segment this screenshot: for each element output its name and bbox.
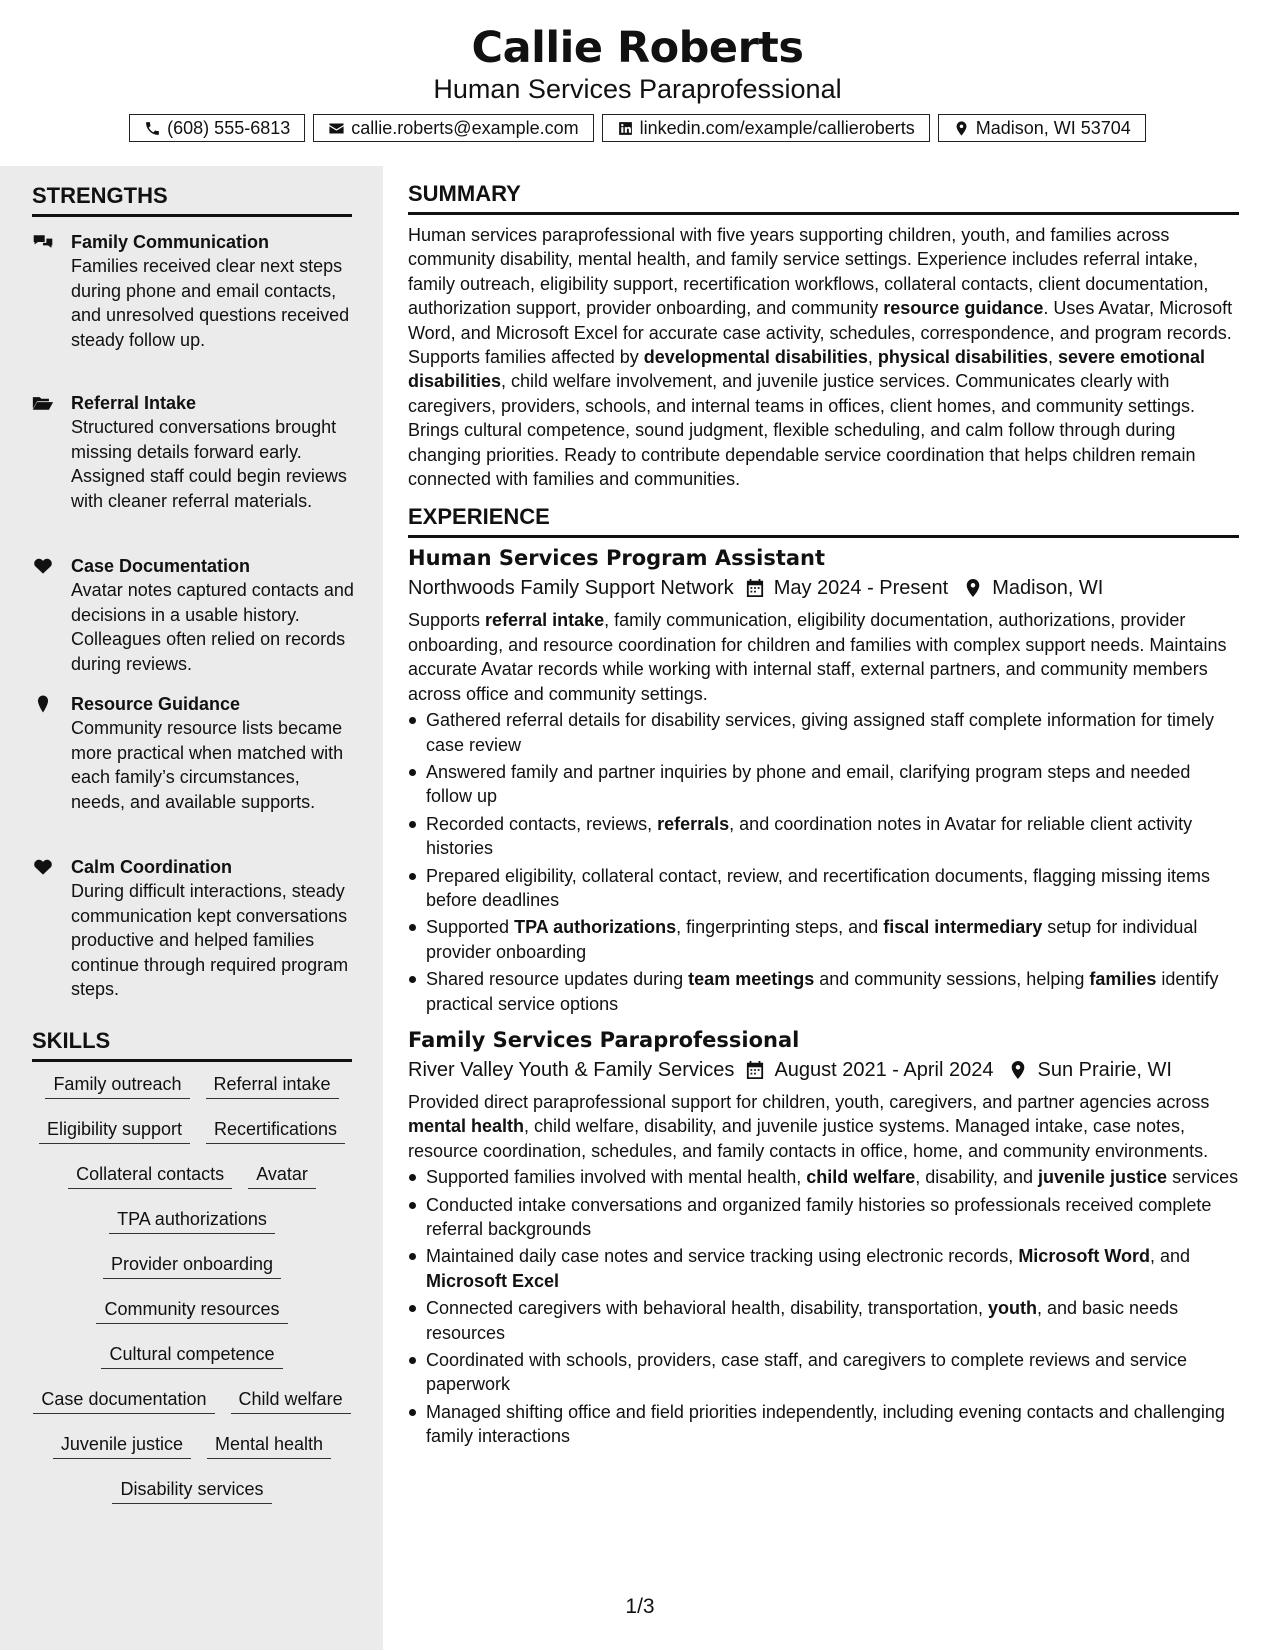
page-number: 1/3 — [625, 1595, 655, 1618]
skill-tag: Juvenile justice — [53, 1432, 191, 1459]
skill-tag: Case documentation — [33, 1387, 214, 1414]
strengths-heading: STRENGTHS — [32, 182, 352, 217]
bold-phrase: fiscal intermediary — [883, 917, 1043, 938]
skill-row — [28, 1072, 356, 1117]
bold-phrase: TPA authorizations — [514, 917, 677, 938]
skill-tag: Referral intake — [206, 1072, 339, 1099]
text-run: , child welfare, disability, and juvenile justice systems. Managed intake, case notes, resource coordination, schedules, and family contacts in office, home, and community environments. — [408, 1116, 1209, 1161]
job-meta — [408, 574, 1239, 602]
job-org: River Valley Youth & Family Services — [408, 1058, 735, 1081]
skill-tag: Family outreach — [45, 1072, 189, 1099]
bold-phrase: mental health — [408, 1116, 525, 1137]
text-run: services — [1167, 1167, 1239, 1188]
bold-phrase: Microsoft Excel — [426, 1270, 560, 1291]
job-location: Madison, WI — [992, 577, 1104, 600]
text-run: Connected caregivers with behavioral health, disability, transportation, — [426, 1298, 988, 1319]
skill-tag: Disability services — [112, 1477, 271, 1504]
text-run: , child welfare involvement, and juvenile justice services. Communicates clearly with caregivers, providers, schools, and internal teams in offices, client homes, and community settings. Brings cultural competence, sound judgment, flexible scheduling, and calm follow through during changing priorities. Ready to contribute dependable service coordination that helps children remain connected with families and communities. — [408, 371, 1196, 490]
contact-location — [938, 114, 1146, 142]
contact-email[interactable] — [313, 114, 593, 142]
text-run: Supported — [426, 917, 515, 938]
text-run: and community sessions, helping — [814, 969, 1090, 990]
text-run: , and coordination notes in Avatar for reliable client activity histories — [426, 813, 1193, 859]
strength-title: Resource Guidance — [71, 694, 241, 714]
job-dates: May 2024 - Present — [773, 577, 949, 600]
bold-phrase: referrals — [657, 813, 730, 834]
map-marker-icon — [964, 578, 982, 598]
bold-phrase: child welfare — [806, 1167, 916, 1188]
text-run: Supports — [408, 610, 486, 631]
job-description — [408, 1090, 1239, 1163]
text-run: Recorded contacts, reviews, — [426, 813, 658, 834]
strength-item — [32, 855, 352, 1002]
contact-phone-text: (608) 555-6813 — [167, 117, 291, 138]
bold-phrase: youth — [987, 1298, 1037, 1319]
strength-desc: Families received clear next steps during phone and email contacts, and unresolved questions received steady follow up. — [71, 256, 350, 350]
job-location: Sun Prairie, WI — [1037, 1058, 1172, 1081]
job-entry — [408, 1026, 1239, 1449]
strength-title: Family Communication — [71, 232, 270, 252]
heart-icon — [32, 557, 54, 575]
text-run: Answered family and partner inquiries by phone and email, clarifying program steps and needed follow up — [426, 761, 1191, 807]
job-dates: August 2021 - April 2024 — [774, 1058, 994, 1081]
bullet-item — [426, 760, 1239, 809]
strength-item — [32, 692, 352, 814]
bullet-item — [426, 1193, 1239, 1242]
contact-linkedin[interactable] — [602, 114, 930, 142]
text-run: Gathered referral details for disability services, giving assigned staff complete information for timely case review — [426, 710, 1215, 755]
bullet-item — [426, 967, 1239, 1016]
bullet-item — [426, 864, 1239, 913]
text-run: , and basic needs resources — [426, 1298, 1179, 1343]
candidate-name: Callie Roberts — [471, 23, 804, 73]
text-run: Conducted intake conversations and organized family histories so professionals received complete referral backgrounds — [426, 1194, 1212, 1239]
strength-title: Calm Coordination — [71, 857, 232, 877]
strength-desc: Structured conversations brought missing details forward early. Assigned staff could begin reviews with cleaner referral materials. — [71, 417, 347, 511]
skill-row — [28, 1252, 356, 1297]
calendar-icon — [746, 578, 764, 598]
contact-phone[interactable] — [129, 114, 305, 142]
skill-tag: Eligibility support — [39, 1117, 190, 1144]
skill-row — [28, 1342, 356, 1387]
text-run: , and — [1149, 1246, 1191, 1267]
job-org: Northwoods Family Support Network — [408, 577, 734, 600]
folder-open-icon — [32, 394, 54, 412]
skill-row — [28, 1117, 356, 1162]
experience-heading: EXPERIENCE — [408, 503, 1239, 538]
strength-item — [32, 554, 352, 676]
bold-phrase: team meetings — [688, 969, 815, 990]
skill-row — [28, 1432, 356, 1477]
bullet-item — [426, 812, 1239, 861]
summary-text — [408, 223, 1239, 491]
text-run: Provided direct paraprofessional support for children, youth, caregivers, and partner agencies across — [408, 1091, 1210, 1112]
chat-bubbles-icon — [32, 233, 54, 251]
skill-tag: TPA authorizations — [109, 1207, 275, 1234]
skill-tag: Community resources — [96, 1297, 287, 1324]
text-run: Maintained daily case notes and service tracking using electronic records, — [426, 1246, 1019, 1267]
bold-phrase: severe emotional disabilities — [408, 347, 1206, 392]
bullet-item — [426, 1296, 1239, 1345]
text-run: , family communication, eligibility documentation, authorizations, provider onboarding, and resource coordination for children and families with complex support needs. Maintains accurate Avatar records while working with internal staff, external partners, and community members across office and community settings. — [408, 610, 1227, 704]
job-bullets — [408, 708, 1239, 1016]
skills-list — [28, 1072, 356, 1522]
envelope-icon — [328, 120, 345, 137]
text-run: , disability, and — [915, 1167, 1038, 1188]
text-run: Prepared eligibility, collateral contact, review, and recertification documents, flagging missing items before deadlines — [426, 865, 1211, 910]
text-run: . Uses Avatar, Microsoft Word, and Microsoft Excel for accurate case activity, schedules, correspondence, and program records. Supports families affected by — [408, 298, 1233, 368]
bullet-item — [426, 1400, 1239, 1449]
bold-phrase: physical disabilities — [877, 347, 1048, 368]
skill-tag: Provider onboarding — [103, 1252, 281, 1279]
skill-tag: Child welfare — [231, 1387, 351, 1414]
strength-desc: Community resource lists became more practical when matched with each family’s circumstances, needs, and available supports. — [71, 718, 344, 812]
text-run: identify practical service options — [426, 969, 1219, 1014]
bullet-item — [426, 1348, 1239, 1397]
bullet-item — [426, 708, 1239, 757]
text-run: Human services paraprofessional with five years supporting children, youth, and families across community disability, mental health, and family service settings. Experience includes referral intake, family outreach, eligibility support, recertification workflows, collateral contacts, client documentation, authorization support, provider onboarding, and community — [408, 225, 1209, 319]
text-run: Managed shifting office and field priorities independently, including evening contacts and challenging family interactions — [426, 1401, 1225, 1447]
strength-item — [32, 391, 352, 513]
bold-phrase: juvenile justice — [1038, 1167, 1168, 1188]
bold-phrase: families — [1089, 969, 1157, 990]
contact-bar — [0, 114, 1275, 142]
bullet-item — [426, 1244, 1239, 1293]
bold-phrase: resource guidance — [883, 298, 1044, 319]
skill-tag: Mental health — [207, 1432, 331, 1459]
strength-item — [32, 230, 352, 352]
linkedin-icon — [617, 120, 634, 137]
skills-heading: SKILLS — [32, 1027, 352, 1062]
job-entry — [408, 544, 1239, 1016]
map-marker-icon — [1009, 1060, 1027, 1080]
bold-phrase: Microsoft Word — [1018, 1246, 1150, 1267]
bold-phrase: developmental disabilities — [643, 347, 868, 368]
text-run: setup for individual provider onboarding — [426, 917, 1198, 962]
calendar-icon — [746, 1060, 764, 1080]
skill-tag: Cultural competence — [101, 1342, 282, 1369]
strength-title: Referral Intake — [71, 393, 197, 413]
job-description — [408, 608, 1239, 706]
map-pin-icon — [953, 120, 970, 137]
candidate-role: Human Services Paraprofessional — [433, 74, 842, 104]
text-run: Coordinated with schools, providers, case staff, and caregivers to complete reviews and service paperwork — [426, 1350, 1188, 1395]
job-bullets — [408, 1165, 1239, 1448]
text-run: Supported families involved with mental health, — [426, 1167, 807, 1188]
heart-icon — [32, 858, 54, 876]
text-run: Shared resource updates during — [426, 969, 689, 990]
bullet-item — [426, 915, 1239, 964]
text-run: , — [867, 347, 878, 368]
text-run: , — [1047, 347, 1058, 368]
summary-heading: SUMMARY — [408, 180, 1239, 215]
job-title: Family Services Paraprofessional — [408, 1027, 800, 1052]
contact-linkedin-text: linkedin.com/example/callieroberts — [639, 117, 915, 138]
skill-row — [28, 1162, 356, 1207]
text-run: , fingerprinting steps, and — [676, 917, 884, 938]
skill-row — [28, 1297, 356, 1342]
skill-row — [28, 1477, 356, 1522]
phone-icon — [144, 120, 161, 137]
bullet-item — [426, 1165, 1239, 1189]
contact-location-text: Madison, WI 53704 — [975, 117, 1131, 138]
bold-phrase: referral intake — [485, 610, 605, 631]
contact-email-text: callie.roberts@example.com — [351, 117, 579, 138]
skill-row — [28, 1207, 356, 1252]
strength-desc: During difficult interactions, steady communication kept conversations productive and helped families continue through required program steps. — [71, 881, 349, 999]
map-marker-icon — [32, 695, 54, 713]
skill-tag: Avatar — [248, 1162, 316, 1189]
skill-tag: Collateral contacts — [68, 1162, 232, 1189]
skill-row — [28, 1387, 356, 1432]
strength-desc: Avatar notes captured contacts and decisions in a usable history. Colleagues often relied on records during reviews. — [71, 580, 354, 674]
main-column — [408, 180, 1239, 1452]
skill-tag: Recertifications — [206, 1117, 345, 1144]
strength-title: Case Documentation — [71, 556, 251, 576]
job-meta — [408, 1056, 1239, 1084]
job-title: Human Services Program Assistant — [408, 546, 826, 571]
